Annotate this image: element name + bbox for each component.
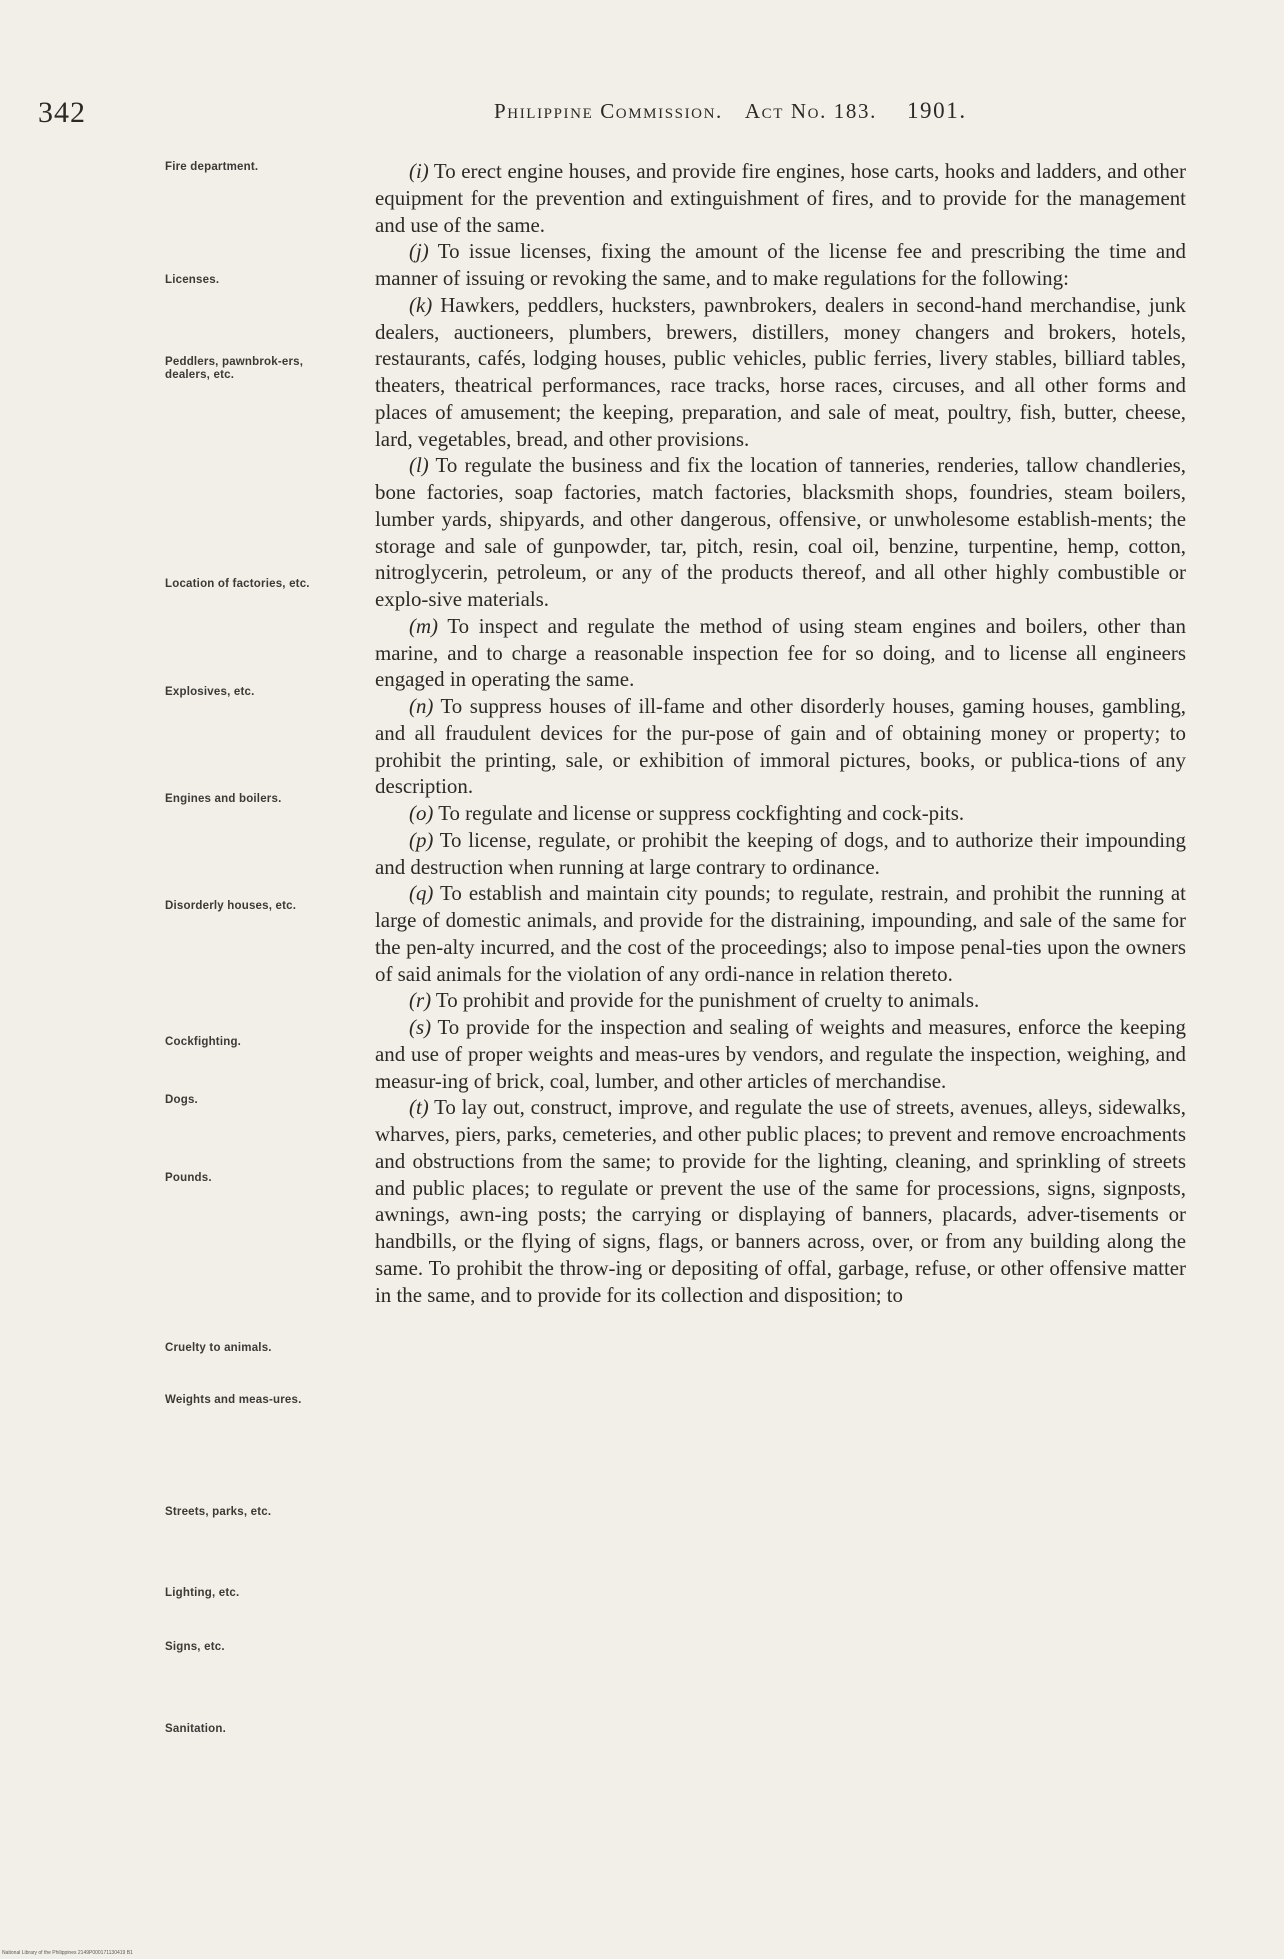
paragraph-t <box>375 1094 1186 1308</box>
margin-note-dogs: Dogs. <box>165 1094 198 1106</box>
scan-footer: National Library of the Philippines 2149P000171130419 B1 <box>2 1950 133 1956</box>
paragraph-l <box>375 452 1186 613</box>
body-text <box>375 158 1186 1308</box>
margin-note-disorderly: Disorderly houses, etc. <box>165 900 297 912</box>
margin-note-fire: Fire department. <box>165 161 259 173</box>
paragraph-text: To regulate and license or suppress cockfighting and cock-pits. <box>433 801 965 825</box>
paragraph-label: (s) <box>409 1015 432 1039</box>
margin-note-engines: Engines and boilers. <box>165 793 282 805</box>
paragraph-label: (r) <box>409 988 432 1013</box>
paragraph-text: To erect engine houses, and provide fire engines, hose carts, hooks and ladders, and other equipment for the prevention and extinguishment of fires, and to provide for the management and use of the same. <box>375 159 1186 237</box>
margin-note-signs: Signs, etc. <box>165 1641 225 1653</box>
margin-note-cruelty: Cruelty to animals. <box>165 1342 272 1354</box>
paragraph-label: (i) <box>409 159 429 183</box>
paragraph-r <box>375 987 1186 1014</box>
margin-note-licenses: Licenses. <box>165 274 220 286</box>
running-head-title: Philippine Commission. <box>494 99 723 123</box>
paragraph-m <box>375 613 1186 693</box>
running-head <box>494 98 989 124</box>
paragraph-label: (k) <box>409 292 433 317</box>
margin-note-lighting: Lighting, etc. <box>165 1587 240 1599</box>
margin-note-streets: Streets, parks, etc. <box>165 1506 272 1518</box>
paragraph-label: (t) <box>409 1095 429 1120</box>
paragraph-j <box>375 238 1186 292</box>
paragraph-text: To inspect and regulate the method of using steam engines and boilers, other than marine, and to charge a reasonable inspection fee for so doing, and to license all engineers engaged in operating the same. <box>375 613 1186 692</box>
paragraph-text: To lay out, construct, improve, and regulate the use of streets, avenues, alleys, sidewalks, wharves, piers, parks, cemeteries, and other public places; to prevent and remove encroachments and obstructions from the same; to provide for the lighting, cleaning, and sprinkling of streets and public places; to regulate or prevent the use of the same for processions, signs, signposts, awnings, awn-ing posts; the carrying or displaying of banners, placards, adver-tisements or handbills, or the flying of signs, flags, or banners across, over, or from any building along the same. To prohibit the throw-ing or depositing of offal, garbage, refuse, or other offensive matter in the same, and to provide for its collection and disposition; to <box>375 1095 1186 1307</box>
running-head-year: 1901. <box>906 98 967 123</box>
margin-note-pounds: Pounds. <box>165 1172 212 1184</box>
margin-note-factories: Location of factories, etc. <box>165 578 310 590</box>
paragraph-s <box>375 1014 1186 1094</box>
paragraph-o <box>375 800 1186 827</box>
paragraph-text: To prohibit and provide for the punishment of cruelty to animals. <box>431 988 980 1013</box>
margin-note-sanitation: Sanitation. <box>165 1723 226 1735</box>
paragraph-text: To license, regulate, or prohibit the keeping of dogs, and to authorize their impounding and destruction when running at large contrary to ordinance. <box>375 827 1186 879</box>
paragraph-label: (o) <box>409 801 434 825</box>
paragraph-text: To provide for the inspection and sealing of weights and measures, enforce the keeping and use of proper weights and meas-ures by vendors, and regulate the inspection, weighing, and measur-ing of brick, coal, lumber, and other articles of merchandise. <box>375 1015 1186 1093</box>
paragraph-text: To establish and maintain city pounds; to regulate, restrain, and prohibit the running at large of domestic animals, and provide for the distraining, impounding, and sale of the same for the pen-alty incurred, and the cost of the proceedings; also to impose penal-ties upon the owners of said animals for the violation of any ordi-nance in relation thereto. <box>375 881 1186 986</box>
paragraph-label: (l) <box>409 453 429 478</box>
paragraph-text: Hawkers, peddlers, hucksters, pawnbrokers, dealers in second-hand merchandise, junk dealers, auctioneers, plumbers, brewers, distillers, money changers and brokers, hotels, restaurants, cafés, lodging houses, public vehicles, public ferries, livery stables, billiard tables, theaters, theatrical performances, race tracks, horse races, circuses, and all other forms and places of amusement; the keeping, preparation, and sale of meat, poultry, fish, butter, cheese, lard, vegetables, bread, and other provisions. <box>375 292 1186 451</box>
paragraph-q <box>375 880 1186 987</box>
margin-note-explosives: Explosives, etc. <box>165 686 255 698</box>
paragraph-label: (p) <box>409 827 434 852</box>
paragraph-label: (q) <box>409 881 434 906</box>
paragraph-label: (m) <box>409 613 439 638</box>
margin-note-peddlers: Peddlers, pawnbrok-ers, dealers, etc. <box>165 356 304 381</box>
paragraph-n <box>375 693 1186 800</box>
paragraph-text: To suppress houses of ill-fame and other disorderly houses, gaming houses, gambling, and all fraudulent devices for the pur-pose of gain and of obtaining money or property; to prohibit the printing, sale, or exhibition of immoral pictures, books, or publica-tions of any description. <box>375 694 1186 799</box>
margin-note-cockfighting: Cockfighting. <box>165 1036 242 1048</box>
paragraph-k <box>375 292 1186 453</box>
page-number: 342 <box>38 96 86 129</box>
paragraph-text: To regulate the business and fix the location of tanneries, renderies, tallow chandleries, bone factories, soap factories, match factories, blacksmith shops, foundries, steam boilers, lumber yards, shipyards, and other dangerous, offensive, or unwholesome establish-ments; the storage and sale of gunpowder, tar, pitch, resin, coal oil, benzine, turpentine, hemp, cotton, nitroglycerin, petroleum, or any of the products thereof, and all other highly combustible or explo-sive materials. <box>375 453 1186 611</box>
paragraph-p <box>375 827 1186 881</box>
margin-note-weights: Weights and meas-ures. <box>165 1394 302 1406</box>
running-head-act: Act No. 183. <box>744 99 877 123</box>
paragraph-i <box>375 158 1186 238</box>
paragraph-label: (n) <box>409 694 434 718</box>
paragraph-text: To issue licenses, fixing the amount of the license fee and prescribing the time and manner of issuing or revoking the same, and to make regulations for the following: <box>375 239 1186 290</box>
paragraph-label: (j) <box>409 239 429 264</box>
